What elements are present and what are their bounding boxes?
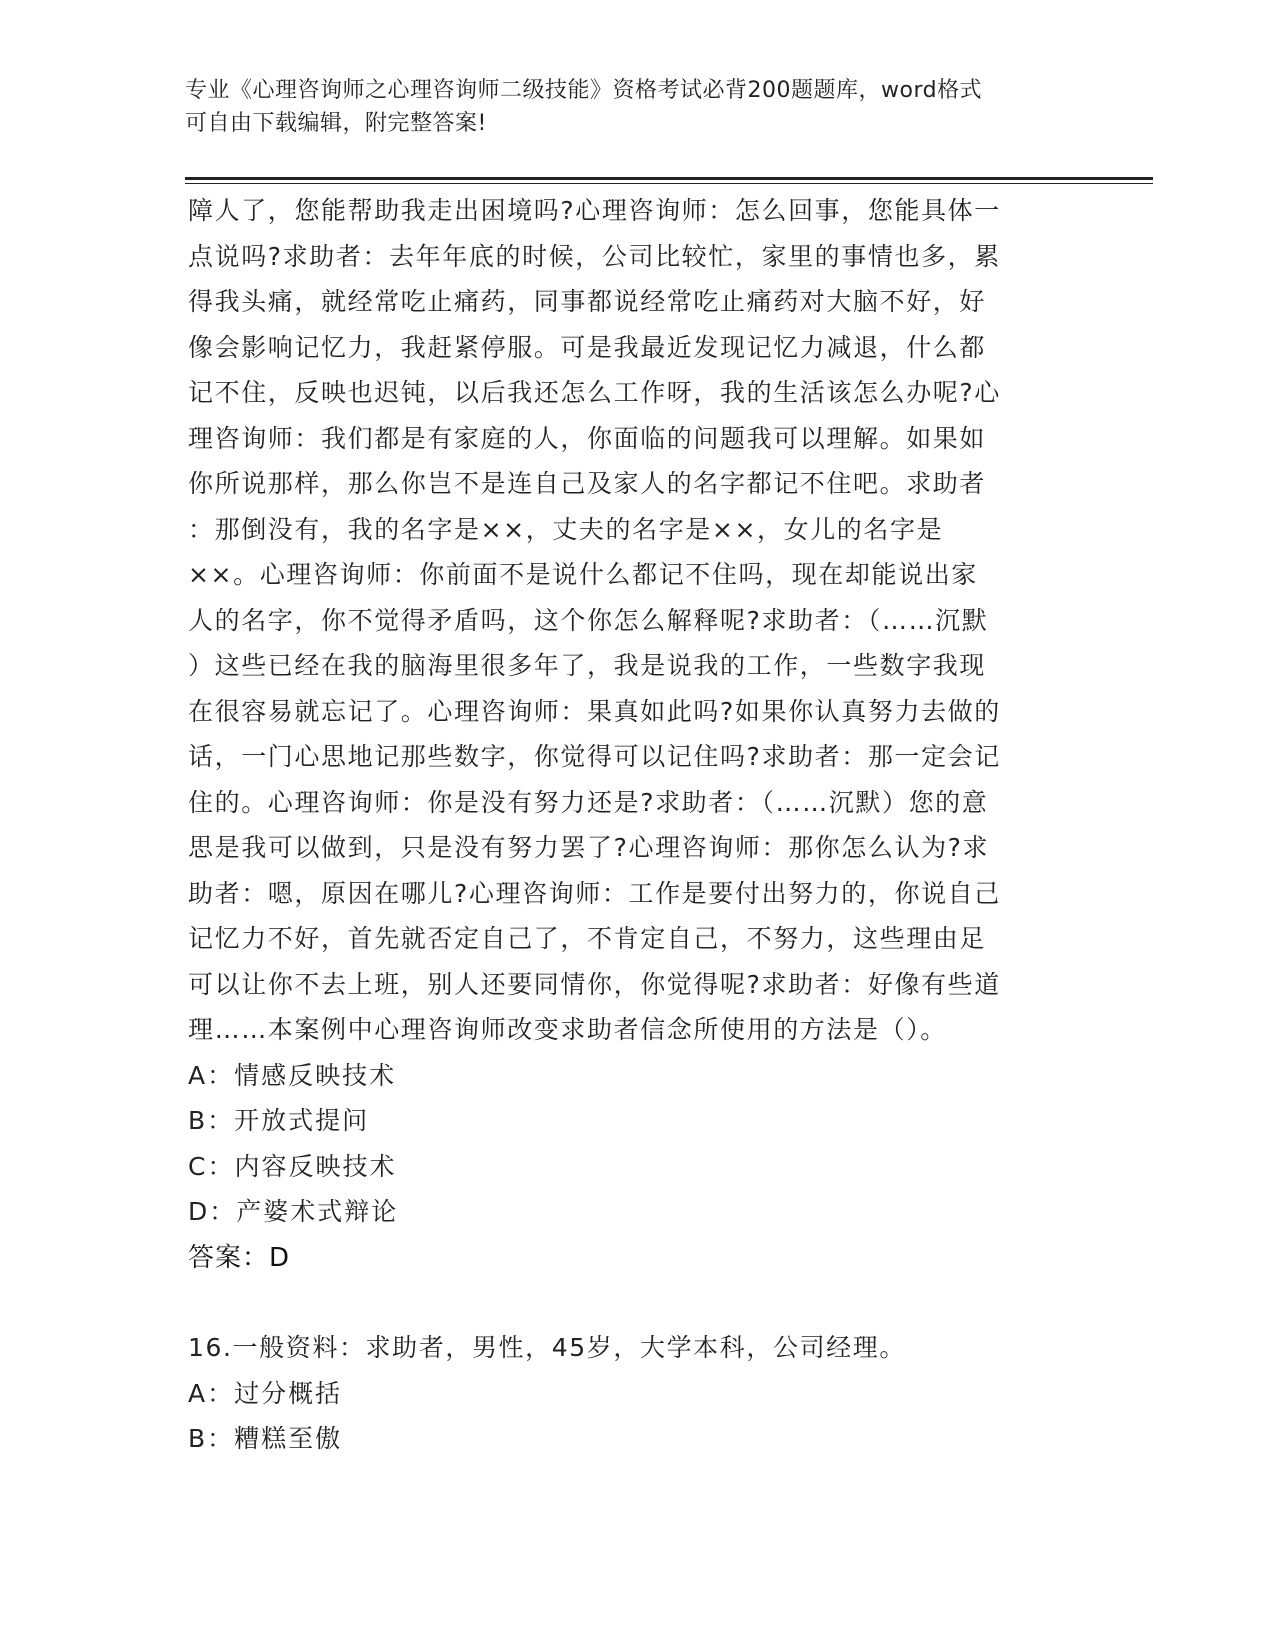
passage-line: 点说吗?求助者：去年年底的时候，公司比较忙，家里的事情也多，累 bbox=[188, 241, 1001, 271]
passage-line: 在很容易就忘记了。心理咨询师：果真如此吗?如果你认真努力去做的 bbox=[188, 696, 1001, 726]
passage-line: 像会影响记忆力，我赶紧停服。可是我最近发现记忆力减退，什么都 bbox=[188, 332, 987, 362]
passage-line: 人的名字，你不觉得矛盾吗，这个你怎么解释呢?求助者：（……沉默 bbox=[188, 605, 989, 635]
question-16-stem: 16.一般资料：求助者，男性，45岁，大学本科，公司经理。 bbox=[188, 1332, 906, 1362]
answer-line: 答案：D bbox=[188, 1242, 291, 1273]
option-a: A：情感反映技术 bbox=[188, 1060, 397, 1090]
header-line-1: 专业《心理咨询师之心理咨询师二级技能》资格考试必背200题题库，word格式 bbox=[185, 78, 983, 103]
header-divider-thin bbox=[185, 183, 1153, 184]
question-16 bbox=[188, 1325, 1088, 1462]
passage-line: 思是我可以做到，只是没有努力罢了?心理咨询师：那你怎么认为?求 bbox=[188, 833, 990, 862]
page-header bbox=[185, 74, 1065, 140]
option-c: C：内容反映技术 bbox=[188, 1151, 397, 1181]
passage-line: 话，一门心思地记那些数字，你觉得可以记住吗?求助者：那一定会记 bbox=[188, 742, 1001, 771]
passage-line: 记不住，反映也迟钝，以后我还怎么工作呀，我的生活该怎么办呢?心 bbox=[188, 378, 1001, 407]
option-d: D：产婆术式辩论 bbox=[188, 1197, 399, 1226]
passage-line: 助者：嗯，原因在哪儿?心理咨询师：工作是要付出努力的，你说自己 bbox=[188, 878, 1001, 908]
section-spacer bbox=[188, 1282, 1088, 1325]
passage-line: ××。心理咨询师：你前面不是说什么都记不住吗，现在却能说出家 bbox=[188, 560, 978, 589]
option-b: B：开放式提问 bbox=[188, 1106, 370, 1135]
option-a: A：过分概括 bbox=[188, 1378, 343, 1408]
page-content bbox=[188, 188, 1088, 1462]
option-b: B：糟糕至傲 bbox=[188, 1424, 343, 1453]
passage-line: 理咨询师：我们都是有家庭的人，你面临的问题我可以理解。如果如 bbox=[188, 423, 987, 453]
passage-line: 得我头痛，就经常吃止痛药，同事都说经常吃止痛药对大脑不好，好 bbox=[188, 287, 987, 316]
passage-line: 障人了，您能帮助我走出困境吗?心理咨询师：怎么回事，您能具体一 bbox=[188, 196, 1001, 225]
passage-line: ）这些已经在我的脑海里很多年了，我是说我的工作，一些数字我现 bbox=[188, 651, 987, 680]
passage-line: 记忆力不好，首先就否定自己了，不肯定自己，不努力，这些理由足 bbox=[188, 924, 987, 953]
passage-line: 住的。心理咨询师：你是没有努力还是?求助者：（……沉默）您的意 bbox=[188, 787, 989, 817]
header-line-2: 可自由下载编辑，附完整答案! bbox=[185, 111, 487, 136]
case-passage bbox=[188, 188, 1088, 1053]
passage-line: 可以让你不去上班，别人还要同情你，你觉得呢?求助者：好像有些道 bbox=[188, 969, 1001, 999]
passage-line: 理……本案例中心理咨询师改变求助者信念所使用的方法是（）。 bbox=[188, 1015, 947, 1044]
passage-line: 你所说那样，那么你岂不是连自己及家人的名字都记不住吧。求助者 bbox=[188, 469, 987, 498]
passage-line: ：那倒没有，我的名字是××，丈夫的名字是××，女儿的名字是 bbox=[188, 514, 944, 544]
header-divider-thick bbox=[185, 177, 1153, 180]
question-15-options bbox=[188, 1053, 1088, 1235]
